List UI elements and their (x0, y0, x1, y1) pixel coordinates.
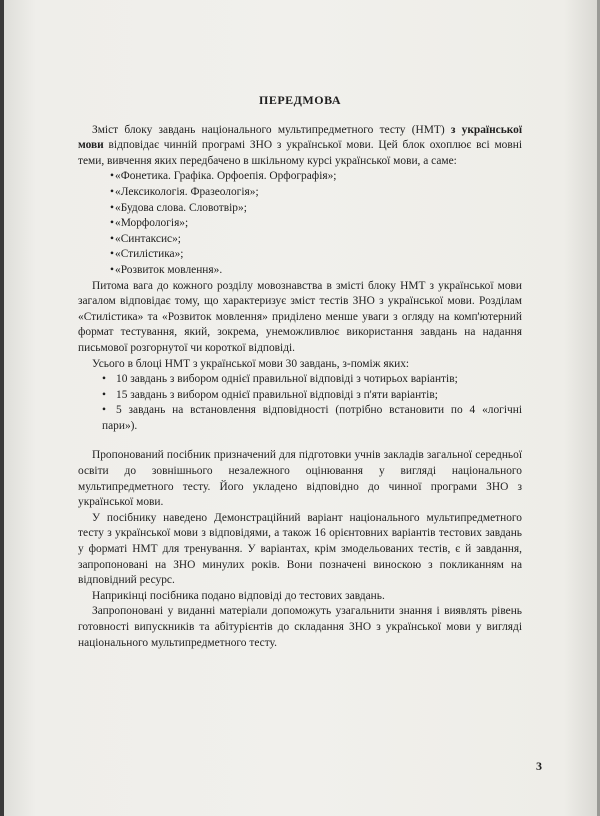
intro-text-after: відповідає чинній програмі ЗНО з української мови. Цей блок охоплює всі мовні теми, вивчення яких передбачено в шкільному курсі української мови, а саме: (78, 139, 522, 167)
intro-text-before: Зміст блоку завдань національного мультипредметного тесту (НМТ) (92, 123, 451, 136)
answers-paragraph: Наприкінці посібника подано відповіді до тестових завдань. (92, 589, 385, 602)
topic-item: • «Морфологія»; (110, 216, 522, 232)
topic-item: • «Стилістика»; (110, 247, 522, 263)
page-title: ПЕРЕДМОВА (258, 93, 341, 107)
purpose-paragraph: Пропонований посібник призначений для підготовки учнів закладів загальної середньої освіти до зовнішнього незалежного оцінювання у вигляді національного мультипредметного тесту. Його укладено відповідно до чинної програми ЗНО з української мови. (78, 449, 522, 509)
topic-item: • «Фонетика. Графіка. Орфоепія. Орфографія»; (110, 169, 522, 185)
page-number: 3 (536, 759, 542, 773)
topics-list (78, 169, 522, 278)
weight-paragraph: Питома вага до кожного розділу мовознавства в змісті блоку НМТ з української мови загалом відповідає тому, що характеризує зміст тестів ЗНО з української мови. Розділам «Стилістика» та «Розвиток мовлення» приділено менше уваги з огляду на комп'ютерний формат тестування, який, зокрема, унеможливлює використання завдань на надання письмової розгорнутої чи короткої відповіді. (78, 279, 522, 354)
paragraph-gap (78, 434, 522, 448)
task-item: • 15 завдань з вибором однієї правильної відповіді з п'яти варіантів; (102, 388, 522, 404)
tasks-intro: Усього в блоці НМТ з української мови 30 завдань, з-поміж яких: (92, 357, 410, 370)
topic-item: • «Розвиток мовлення». (110, 263, 522, 279)
intro-bold-text: з української мови (78, 123, 523, 152)
page-edge-left (0, 0, 4, 816)
topic-item: • «Лексикологія. Фразеологія»; (110, 185, 522, 201)
topic-item: • «Будова слова. Словотвір»; (110, 201, 522, 217)
intro-paragraph (78, 123, 522, 170)
contents-paragraph: У посібнику наведено Демонстраційний варіант національного мультипредметного тесту з української мови з відповідями, а також 16 орієнтовних варіантів тестових завдань у форматі НМТ для тренування. У варіантах, крім змодельованих тестів, є й завдання, запропоновані на ЗНО минулих років. Вони позначені виноскою з покликанням на відповідний ресурс. (78, 511, 522, 587)
tasks-list (78, 372, 522, 434)
task-item: • 5 завдань на встановлення відповідності (потрібно встановити по 4 «логічні пари»). (102, 403, 522, 434)
topic-item: • «Синтаксис»; (110, 232, 522, 248)
task-item: • 10 завдань з вибором однієї правильної відповіді з чотирьох варіантів; (102, 372, 522, 388)
page-content (78, 93, 522, 651)
closing-paragraph: Запропоновані у виданні матеріали допоможуть узагальнити знання і виявлять рівень готовності випускників та абітурієнтів до складання ЗНО з української мови у вигляді національного мультипредметного тесту. (78, 605, 522, 649)
